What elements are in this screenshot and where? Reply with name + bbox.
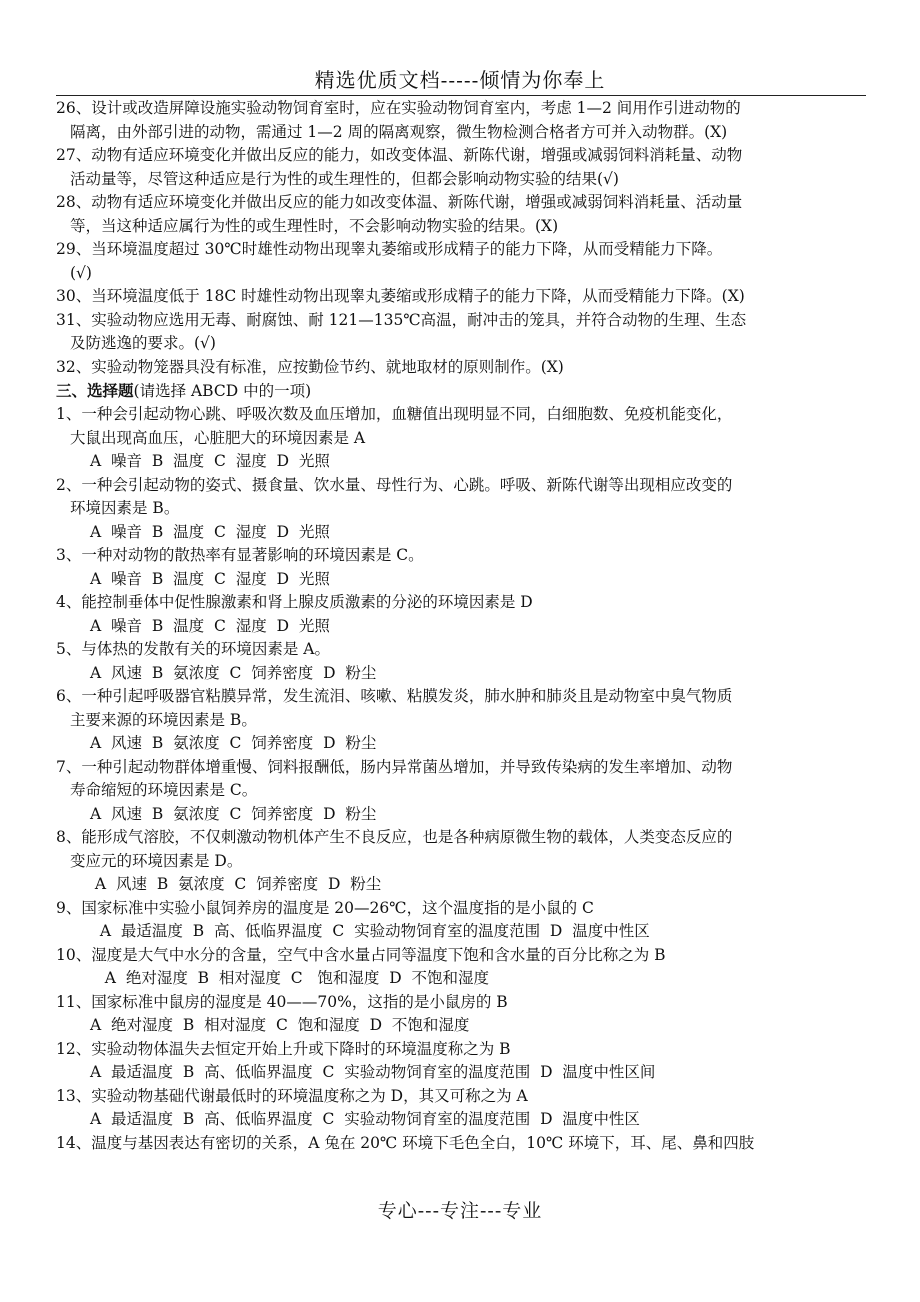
question-text: 11、国家标准中鼠房的湿度是 40——70%，这指的是小鼠房的 B bbox=[56, 992, 508, 1011]
question-text: 4、能控制垂体中促性腺激素和肾上腺皮质激素的分泌的环境因素是 D bbox=[56, 593, 533, 611]
question-text: 14、温度与基因表达有密切的关系，A 兔在 20℃ 环境下毛色全白，10℃ 环境下，耳、尾、鼻和四肢 bbox=[56, 1133, 755, 1152]
question-text-continued: 变应元的环境因素是 D。 bbox=[70, 851, 243, 870]
judgment-item bbox=[56, 356, 868, 380]
question-text: 9、国家标准中实验小鼠饲养房的温度是 20—26℃，这个温度指的是小鼠的 C bbox=[56, 898, 594, 917]
question-text: 27、动物有适应环境变化并做出反应的能力，如改变体温、新陈代谢，增强或减弱饲料消耗量、动物 bbox=[56, 146, 743, 164]
choice-question bbox=[56, 685, 868, 756]
answer-options: A 绝对湿度 B 相对湿度 C 饱和湿度 D 不饱和湿度 bbox=[90, 969, 490, 987]
question-text: 6、一种引起呼吸器官粘膜异常，发生流泪、咳嗽、粘膜发炎，肺水肿和肺炎且是动物室中臭气物质 bbox=[56, 687, 733, 705]
page-header-title: 精选优质文档-----倾情为你奉上 bbox=[314, 68, 606, 92]
question-text: 10、湿度是大气中水分的含量，空气中含水量占同等温度下饱和含水量的百分比称之为 B bbox=[56, 945, 666, 964]
question-text: 12、实验动物体温失去恒定开始上升或下降时的环境温度称之为 B bbox=[56, 1039, 511, 1058]
question-text-continued: 环境因素是 B。 bbox=[70, 499, 180, 517]
answer-options: A 噪音 B 温度 C 湿度 D 光照 bbox=[90, 522, 330, 541]
answer-options: A 风速 B 氨浓度 C 饲养密度 D 粉尘 bbox=[90, 663, 377, 682]
choice-question bbox=[56, 1038, 868, 1085]
answer-options: A 风速 B 氨浓度 C 饲养密度 D 粉尘 bbox=[90, 875, 382, 893]
question-text-continued: 隔离，由外部引进的动物，需通过 1—2 周的隔离观察，微生物检测合格者方可并入动物群。(X) bbox=[70, 122, 728, 141]
choice-question bbox=[56, 1132, 868, 1156]
question-text: 3、一种对动物的散热率有显著影响的环境因素是 C。 bbox=[56, 546, 424, 564]
question-text: 31、实验动物应选用无毒、耐腐蚀、耐 121—135℃高温，耐冲击的笼具，并符合动物的生理、生态 bbox=[56, 310, 747, 329]
choice-question bbox=[56, 991, 868, 1038]
answer-options: A 最适温度 B 高、低临界温度 C 实验动物饲育室的温度范围 D 温度中性区间 bbox=[90, 1063, 656, 1081]
question-text: 29、当环境温度超过 30℃时雄性动物出现睾丸萎缩或形成精子的能力下降，从而受精能力下降。 bbox=[56, 240, 723, 258]
question-text-continued: 等，当这种适应属行为性的或生理性时，不会影响动物实验的结果。(X) bbox=[70, 216, 559, 235]
choice-question bbox=[56, 638, 868, 685]
question-text-continued: 大鼠出现高血压，心脏肥大的环境因素是 A bbox=[70, 428, 366, 447]
question-text: 2、一种会引起动物的姿式、摄食量、饮水量、母性行为、心跳。呼吸、新陈代谢等出现相应改变的 bbox=[56, 475, 733, 494]
choice-question bbox=[56, 826, 868, 897]
question-text: 8、能形成气溶胶，不仅刺激动物机体产生不良反应，也是各种病原微生物的载体，人类变态反应的 bbox=[56, 828, 733, 846]
page-footer-text: 专心---专注---专业 bbox=[377, 1200, 543, 1222]
judgment-item bbox=[56, 144, 868, 191]
answer-options: A 噪音 B 温度 C 湿度 D 光照 bbox=[90, 616, 330, 635]
answer-options: A 绝对湿度 B 相对湿度 C 饱和湿度 D 不饱和湿度 bbox=[90, 1016, 470, 1034]
answer-options: A 噪音 B 温度 C 湿度 D 光照 bbox=[90, 569, 330, 588]
judgment-item bbox=[56, 285, 868, 309]
question-text: 5、与体热的发散有关的环境因素是 A。 bbox=[56, 640, 330, 658]
judgment-item bbox=[56, 309, 868, 356]
choice-question bbox=[56, 944, 868, 991]
question-text-continued: 主要来源的环境因素是 B。 bbox=[70, 710, 257, 729]
question-text-continued: 活动量等，尽管这种适应是行为性的或生理性的，但都会影响动物实验的结果(√) bbox=[70, 169, 619, 188]
section-title: 三、选择题 bbox=[56, 381, 134, 400]
answer-options: A 风速 B 氨浓度 C 饲养密度 D 粉尘 bbox=[90, 804, 377, 823]
answer-options: A 风速 B 氨浓度 C 饲养密度 D 粉尘 bbox=[90, 734, 377, 752]
choice-question bbox=[56, 474, 868, 545]
judgment-item bbox=[56, 191, 868, 238]
judgment-item bbox=[56, 97, 868, 144]
section-heading bbox=[56, 379, 868, 403]
answer-options: A 噪音 B 温度 C 湿度 D 光照 bbox=[90, 452, 330, 470]
choice-question bbox=[56, 756, 868, 827]
choice-question bbox=[56, 544, 868, 591]
question-text: 7、一种引起动物群体增重慢、饲料报酬低，肠内异常菌丛增加，并导致传染病的发生率增加、动物 bbox=[56, 757, 733, 776]
question-text: 28、动物有适应环境变化并做出反应的能力如改变体温、新陈代谢，增强或减弱饲料消耗量、活动量 bbox=[56, 193, 743, 211]
choice-question bbox=[56, 1085, 868, 1132]
answer-options: A 最适温度 B 高、低临界温度 C 实验动物饲育室的温度范围 D 温度中性区 bbox=[90, 922, 650, 940]
choice-question bbox=[56, 897, 868, 944]
choice-question bbox=[56, 403, 868, 474]
section-note: (请选择 ABCD 中的一项) bbox=[133, 382, 312, 400]
question-text-continued: 及防逃逸的要求。(√) bbox=[70, 334, 216, 352]
answer-options: A 最适温度 B 高、低临界温度 C 实验动物饲育室的温度范围 D 温度中性区 bbox=[90, 1110, 640, 1128]
question-text: 26、设计或改造屏障设施实验动物饲育室时，应在实验动物饲育室内，考虑 1—2 间用作引进动物的 bbox=[56, 99, 741, 117]
document-body bbox=[56, 97, 868, 1155]
question-text: 13、实验动物基础代谢最低时的环境温度称之为 D，其又可称之为 A bbox=[56, 1086, 528, 1105]
question-text: 30、当环境温度低于 18C 时雄性动物出现睾丸萎缩或形成精子的能力下降，从而受精能力下降。(X) bbox=[56, 287, 745, 305]
question-text-continued: 寿命缩短的环境因素是 C。 bbox=[70, 781, 258, 799]
header-divider bbox=[56, 95, 866, 96]
question-text-continued: (√) bbox=[70, 263, 92, 282]
choice-question bbox=[56, 591, 868, 638]
judgment-item bbox=[56, 238, 868, 285]
question-text: 32、实验动物笼器具没有标准，应按勤俭节约、就地取材的原则制作。(X) bbox=[56, 357, 564, 376]
question-text: 1、一种会引起动物心跳、呼吸次数及血压增加，血糖值出现明显不同，白细胞数、免疫机能变化， bbox=[56, 405, 733, 423]
